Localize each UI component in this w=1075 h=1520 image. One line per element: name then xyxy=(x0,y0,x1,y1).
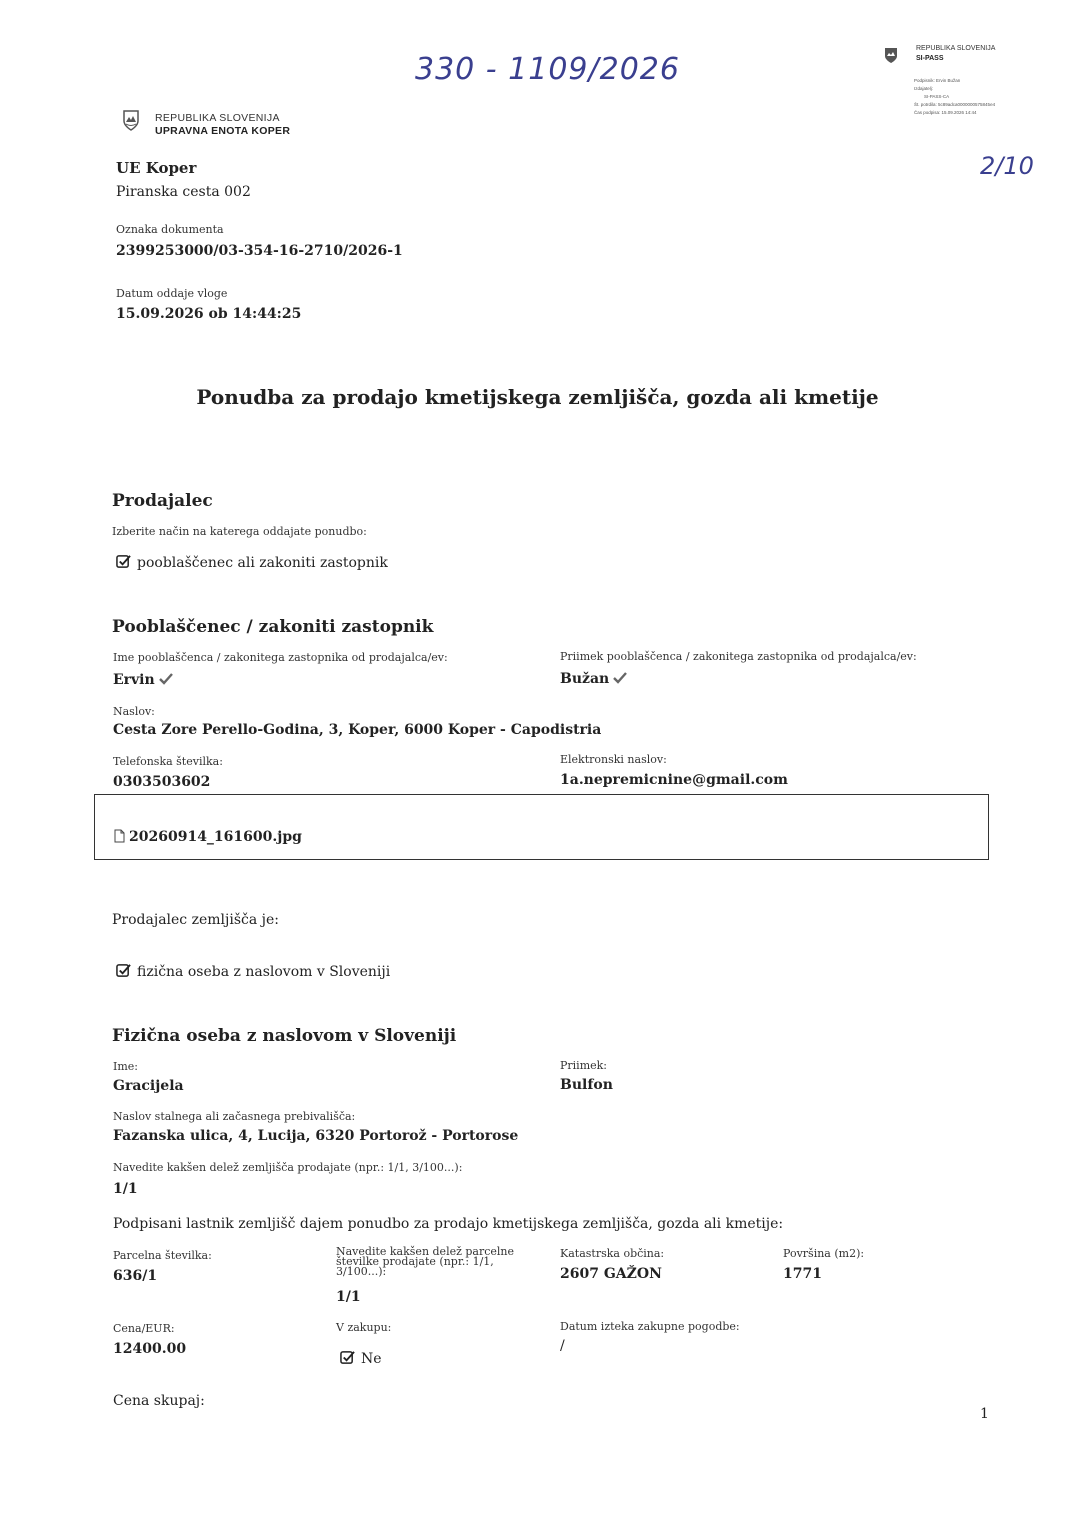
stamp-service: SI-PASS xyxy=(916,55,944,62)
attachment-box xyxy=(94,794,989,860)
seller-option-label: pooblaščenec ali zakoniti zastopnik xyxy=(137,555,388,571)
handwritten-page-fraction: 2/10 xyxy=(980,152,1034,180)
parcel-share-label xyxy=(336,1247,516,1277)
rep-phone-label: Telefonska številka: xyxy=(113,755,223,768)
person-share: 1/1 xyxy=(113,1181,138,1197)
lease-expiry-value: / xyxy=(560,1338,565,1354)
cadastral-label: Katastrska občina: xyxy=(560,1247,665,1260)
stamp-issuer: SI-PASS-CA xyxy=(924,94,950,99)
price-value: 12400.00 xyxy=(113,1341,187,1357)
header-country: REPUBLIKA SLOVENIJA xyxy=(155,112,280,124)
parcel-label: Parcelna številka: xyxy=(113,1249,212,1262)
coat-of-arms-icon xyxy=(884,47,898,64)
lease-value: Ne xyxy=(361,1351,382,1367)
rep-first-name xyxy=(113,672,173,688)
seller-type-prompt: Prodajalec zemljišča je: xyxy=(112,912,279,928)
person-last-name-label: Priimek: xyxy=(560,1059,608,1072)
area-label: Površina (m2): xyxy=(783,1247,865,1260)
rep-first-name-value: Ervin xyxy=(113,672,155,688)
rep-last-name xyxy=(560,671,627,687)
attachment-filename: 20260914_161600.jpg xyxy=(129,829,302,845)
attachment-file[interactable] xyxy=(114,829,302,845)
stamp-signer: Podpisnik: Ervin Bužan xyxy=(914,78,961,83)
person-share-label: Navedite kakšen delež zemljišča prodajate (npr.: 1/1, 3/100...): xyxy=(113,1161,463,1174)
rep-last-name-label: Priimek pooblaščenca / zakonitega zastopnika od prodajalca/ev: xyxy=(560,650,917,663)
rep-phone: 0303503602 xyxy=(113,774,211,790)
parcel-share: 1/1 xyxy=(336,1289,361,1305)
checkbox-checked-icon xyxy=(116,963,131,978)
verified-check-icon xyxy=(159,673,173,685)
parcel-share-label-line1: Navedite kakšen delež parcelne xyxy=(336,1245,515,1258)
person-first-name: Gracijela xyxy=(113,1078,184,1094)
stamp-issuer-label: Izdajatelj: xyxy=(914,86,934,91)
checkbox-checked-icon xyxy=(340,1350,355,1365)
rep-last-name-value: Bužan xyxy=(560,671,610,687)
doc-label: Oznaka dokumenta xyxy=(116,223,224,236)
person-heading: Fizična oseba z naslovom v Sloveniji xyxy=(112,1026,457,1046)
header-unit: UPRAVNA ENOTA KOPER xyxy=(155,125,291,137)
seller-type-option-label: fizična oseba z naslovom v Sloveniji xyxy=(137,964,391,980)
rep-email: 1a.nepremicnine@gmail.com xyxy=(560,772,788,788)
handwritten-reference: 330 - 1109/2026 xyxy=(415,52,680,87)
parcel-share-label-line2: številke prodajate (npr.: 1/1, xyxy=(336,1255,494,1268)
price-label: Cena/EUR: xyxy=(113,1322,175,1335)
lease-expiry-label: Datum izteka zakupne pogodbe: xyxy=(560,1320,740,1333)
doc-value: 2399253000/03-354-16-2710/2026-1 xyxy=(116,243,403,259)
person-first-name-label: Ime: xyxy=(113,1060,138,1073)
rep-address: Cesta Zore Perello-Godina, 3, Koper, 6000 Koper - Capodistria xyxy=(113,722,602,738)
verified-check-icon xyxy=(613,672,627,684)
representative-heading: Pooblaščenec / zakoniti zastopnik xyxy=(112,617,434,637)
rep-first-name-label: Ime pooblaščenca / zakonitega zastopnika od prodajalca/ev: xyxy=(113,651,448,664)
coat-of-arms-icon xyxy=(123,110,139,132)
seller-option xyxy=(116,554,388,571)
date-label: Datum oddaje vloge xyxy=(116,287,228,300)
stamp-time: Čas podpisa: 15.09.2026 14:44 xyxy=(914,110,977,115)
date-value: 15.09.2026 ob 14:44:25 xyxy=(116,306,302,322)
stamp-country: REPUBLIKA SLOVENIJA xyxy=(916,45,996,52)
cadastral-municipality: 2607 GAŽON xyxy=(560,1266,662,1282)
lease-option xyxy=(340,1350,382,1367)
checkbox-checked-icon xyxy=(116,554,131,569)
rep-address-label: Naslov: xyxy=(113,705,155,718)
seller-type-option xyxy=(116,963,390,980)
seller-prompt: Izberite način na katerega oddajate ponudbo: xyxy=(112,525,367,538)
office-name: UE Koper xyxy=(116,159,197,177)
stamp-certificate: Št. potrdila: 5c89adca0000000575845e4 xyxy=(914,102,996,107)
area-value: 1771 xyxy=(783,1266,822,1282)
person-last-name: Bulfon xyxy=(560,1077,613,1093)
parcel-share-label-line3: 3/100...): xyxy=(336,1265,387,1278)
file-icon xyxy=(114,829,125,843)
person-address-label: Naslov stalnega ali začasnega prebivališča: xyxy=(113,1110,356,1123)
offer-statement: Podpisani lastnik zemljišč dajem ponudbo za prodajo kmetijskega zemljišča, gozda ali kmetije: xyxy=(113,1216,784,1232)
page-title: Ponudba za prodajo kmetijskega zemljišča, gozda ali kmetije xyxy=(196,385,879,409)
seller-heading: Prodajalec xyxy=(112,491,213,511)
page-number: 1 xyxy=(980,1406,989,1422)
lease-label: V zakupu: xyxy=(336,1321,392,1334)
parcel-number: 636/1 xyxy=(113,1268,158,1284)
person-address: Fazanska ulica, 4, Lucija, 6320 Portorož - Portorose xyxy=(113,1128,519,1144)
office-address: Piranska cesta 002 xyxy=(116,184,251,200)
rep-email-label: Elektronski naslov: xyxy=(560,753,667,766)
total-price-label: Cena skupaj: xyxy=(113,1393,205,1409)
